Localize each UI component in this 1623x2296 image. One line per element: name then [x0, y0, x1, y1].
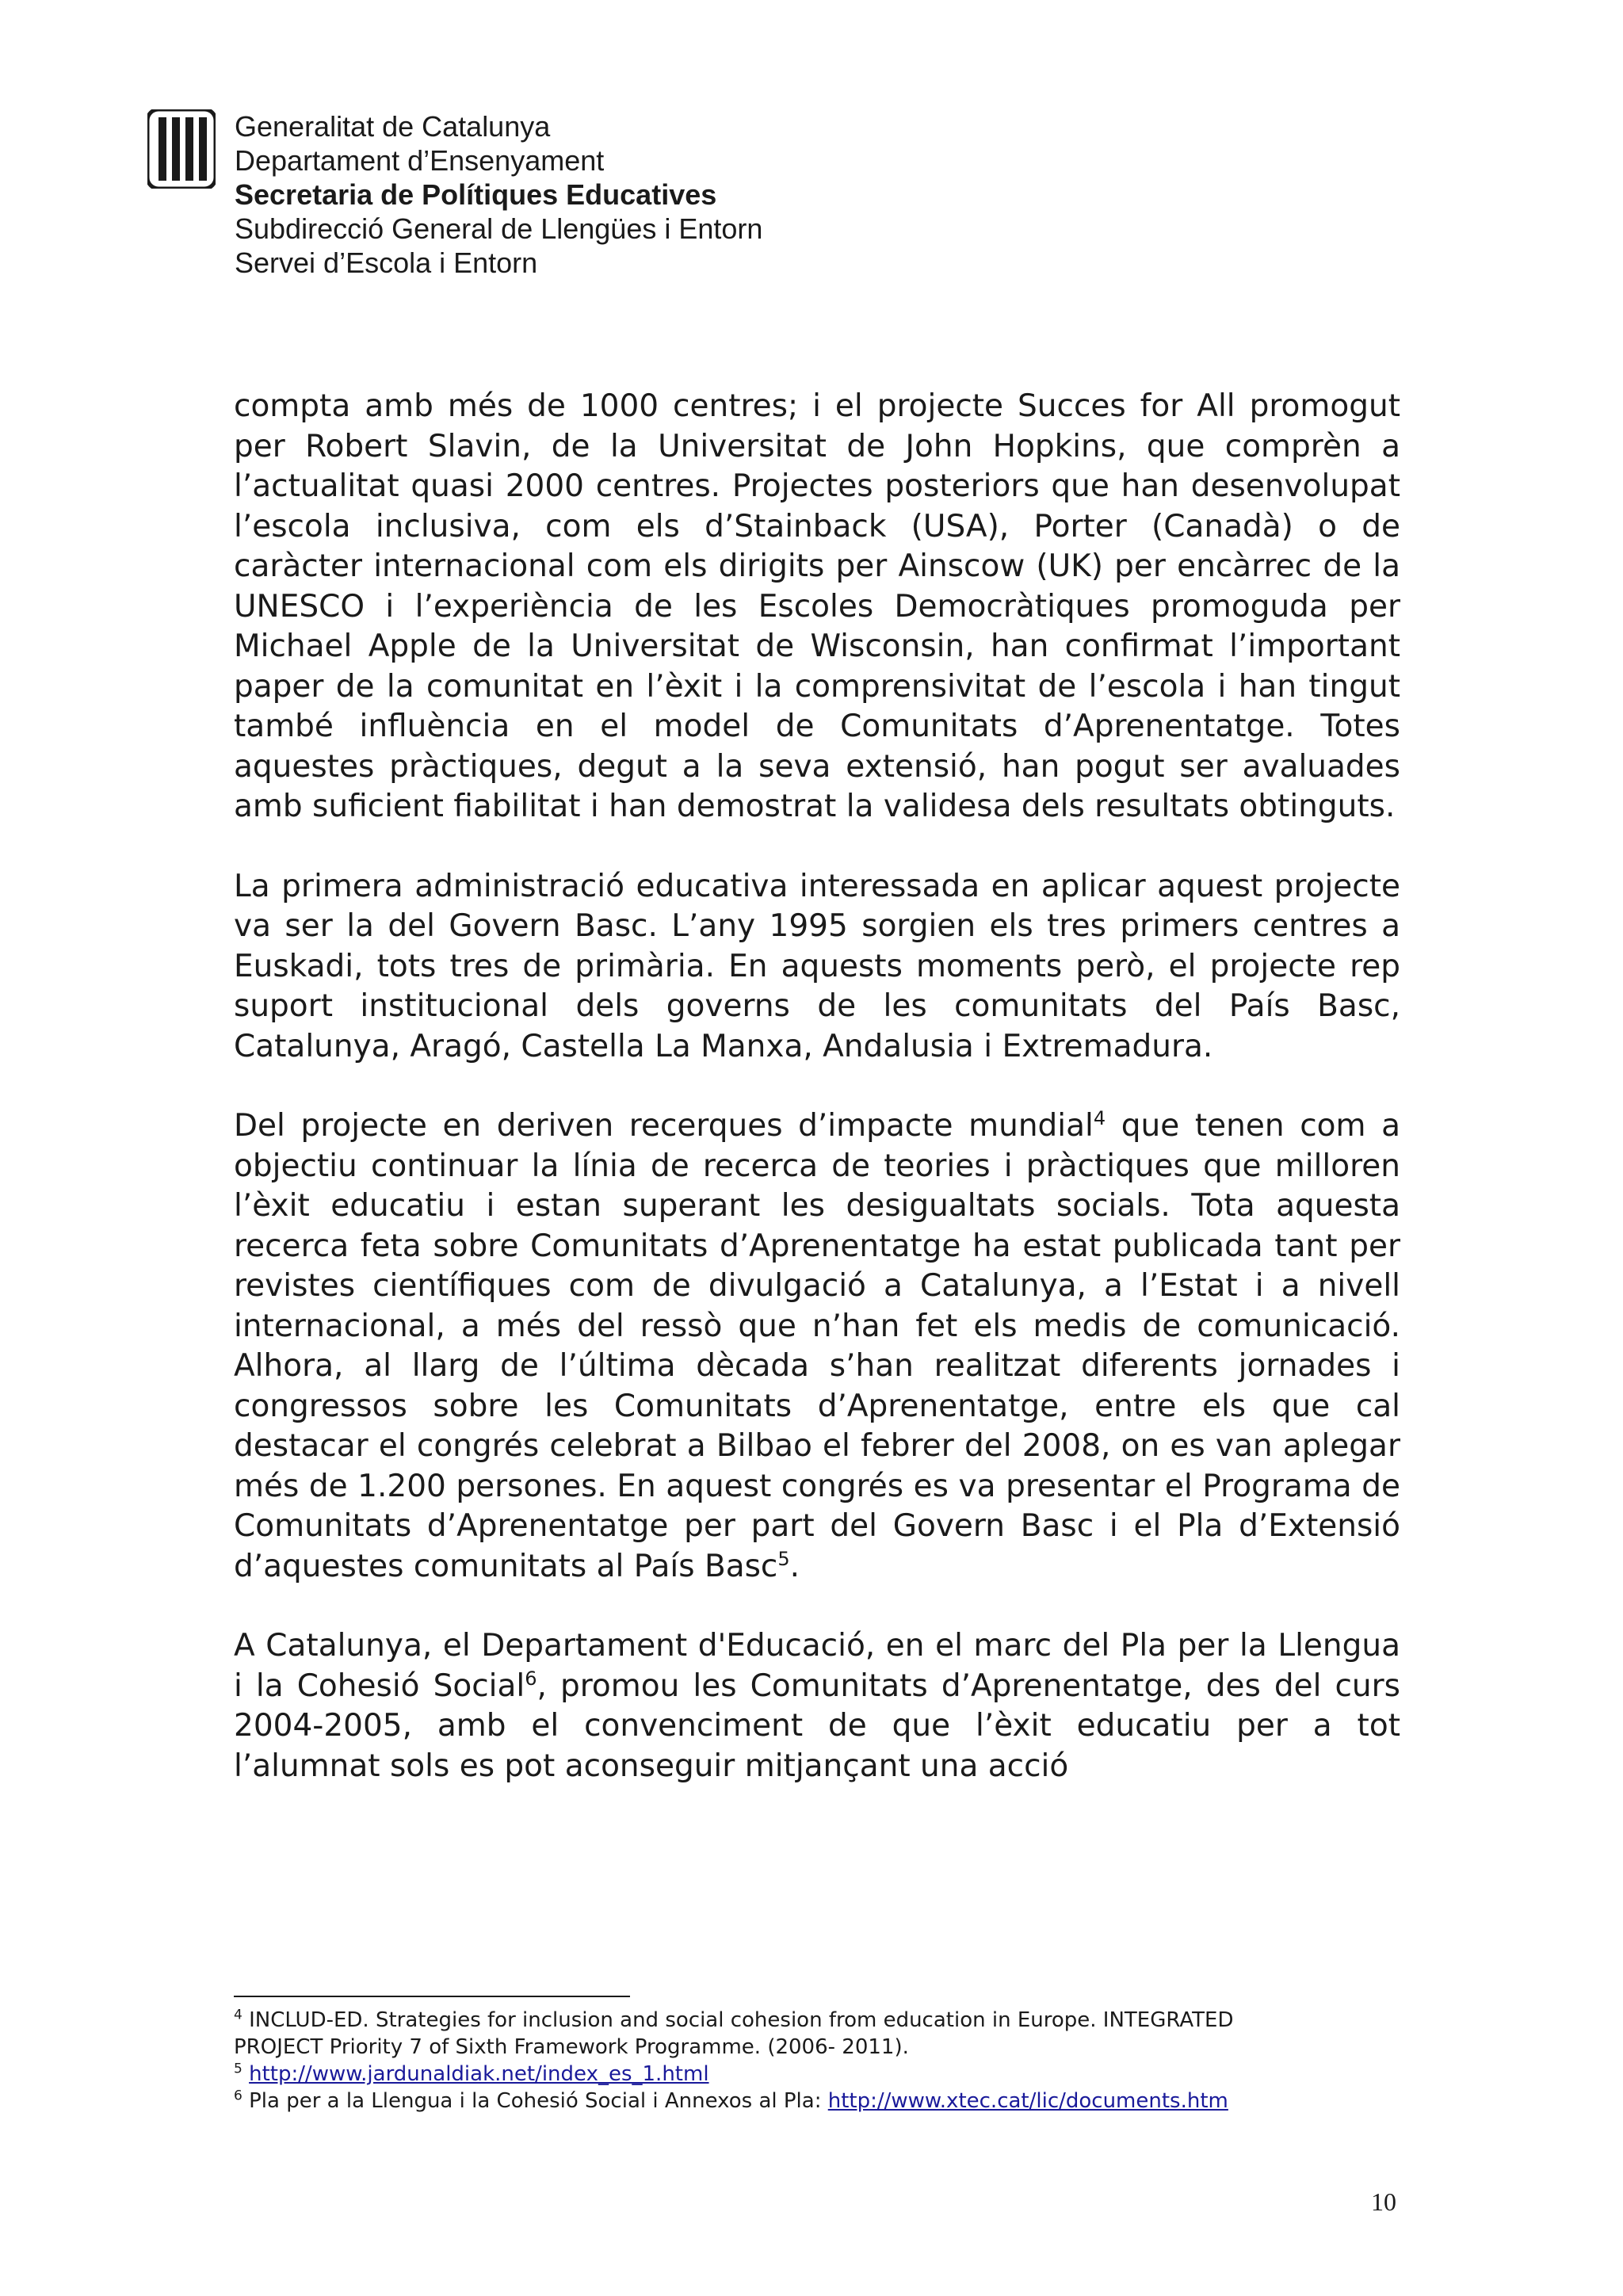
- footnote-5: [234, 2061, 1400, 2088]
- footnote-ref-5[interactable]: 5: [777, 1547, 790, 1570]
- paragraph-4: [234, 1626, 1400, 1786]
- footnote-ref-6[interactable]: 6: [525, 1667, 537, 1690]
- footnote-6-link[interactable]: http://www.xtec.cat/lic/documents.htm: [827, 2089, 1228, 2113]
- footnote-5-link[interactable]: http://www.jardunaldiak.net/index_es_1.html: [249, 2062, 709, 2086]
- footnote-separator: [234, 1996, 630, 1997]
- generalitat-logo-icon: [147, 109, 216, 189]
- footnote-6: [234, 2088, 1400, 2115]
- paragraph-3-part-1: Del projecte en deriven recerques d’impacte mundial: [234, 1108, 1094, 1144]
- footnote-4-number: 4: [234, 2007, 242, 2023]
- page-number: 10: [1371, 2187, 1396, 2216]
- paragraph-3-part-3: .: [789, 1548, 800, 1584]
- footnote-5-number: 5: [234, 2061, 242, 2077]
- footnote-4-line-2: PROJECT Priority 7 of Sixth Framework Programme. (2006- 2011).: [234, 2035, 909, 2059]
- paragraph-3-part-2: que tenen com a objectiu continuar la línia de recerca de teories i pràctiques que milloren l’èxit educatiu i estan superant les desigualtats socials. Tota aquesta recerca feta sobre Comunitats d’Aprenentatge ha estat publicada tant per revistes científiques com de divulgació a Catalunya, a l’Estat i a nivell internacional, a més del ressò que n’han fet els medis de comunicació. Alhora, al llarg de l’última dècada s’han realitzat diferents jornades i congressos sobre les Comunitats d’Aprenentatge, entre els que cal destacar el congrés celebrat a Bilbao el febrer del 2008, on es van aplegar més de 1.200 persones. En aquest congrés es va presentar el Programa de Comunitats d’Aprenentatge per part del Govern Basc i el Pla d’Extensió d’aquestes comunitats al País Basc: [234, 1108, 1401, 1584]
- paragraph-1: compta amb més de 1000 centres; i el projecte Succes for All promogut per Robert Slavin, de la Universitat de John Hopkins, que comprèn a l’actualitat quasi 2000 centres. Projectes posteriors que han desenvolupat l’escola inclusiva, com els d’Stainback (USA), Porter (Canadà) o de caràcter internacional com els dirigits per Ainscow (UK) per encàrrec de la UNESCO i l’experiència de les Escoles Democràtiques promoguda per Michael Apple de la Universitat de Wisconsin, han confirmat l’important paper de la comunitat en l’èxit i la comprensivitat de l’escola i han tingut també influència en el model de Comunitats d’Aprenentatge. Totes aquestes pràctiques, degut a la seva extensió, han pogut ser avaluades amb suficient fiabilitat i han demostrat la validesa dels resultats obtinguts.: [234, 388, 1400, 824]
- org-line-2: Departament d’Ensenyament: [235, 144, 605, 177]
- footnote-4: [234, 2007, 1400, 2034]
- paragraph-4-part-1: A Catalunya, el Departament d'Educació, en el marc del Pla per la Llengua i la Cohesió Social: [234, 1628, 1400, 1704]
- footnote-4-line-1: INCLUD-ED. Strategies for inclusion and social cohesion from education in Europe. INTEGRATED: [242, 2008, 1234, 2032]
- body-text: [234, 387, 1400, 1786]
- organization-lines: [235, 109, 948, 280]
- org-line-4: Subdirecció General de Llengües i Entorn: [235, 212, 763, 245]
- paragraph-2: La primera administració educativa interessada en aplicar aquest projecte va ser la del Govern Basc. L’any 1995 sorgien els tres primers centres a Euskadi, tots tres de primària. En aquests moments però, el projecte rep suport institucional dels governs de les comunitats del País Basc, Catalunya, Aragó, Castella La Manxa, Andalusia i Extremadura.: [234, 868, 1400, 1064]
- footnote-ref-4[interactable]: 4: [1093, 1107, 1106, 1129]
- org-line-5: Servei d’Escola i Entorn: [235, 246, 538, 279]
- org-line-1: Generalitat de Catalunya: [235, 110, 551, 143]
- footnotes: [234, 2007, 1400, 2115]
- org-line-3: Secretaria de Polítiques Educatives: [235, 178, 717, 211]
- paragraph-3: [234, 1106, 1400, 1587]
- footnote-6-number: 6: [234, 2088, 242, 2104]
- paragraph-4-part-2: , promou les Comunitats d’Aprenentatge, des del curs 2004-2005, amb el convenciment de que l’èxit educatiu per a tot l’alumnat sols es pot aconseguir mitjançant una acció: [234, 1668, 1400, 1784]
- footnote-6-text: Pla per a la Llengua i la Cohesió Social i Annexos al Pla:: [242, 2089, 828, 2113]
